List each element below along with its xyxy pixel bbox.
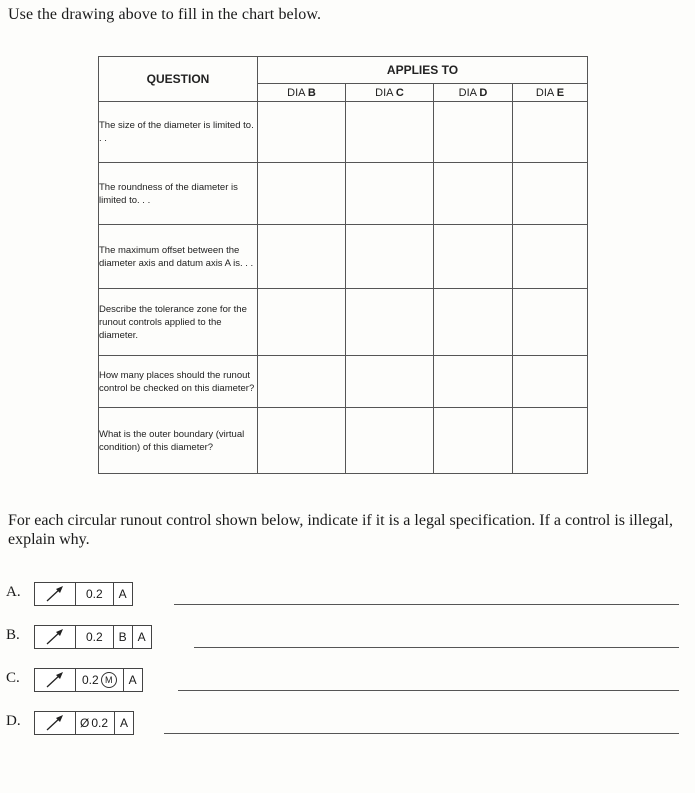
- answer-cell-dia-e[interactable]: [513, 356, 588, 408]
- control-item-b: [6, 625, 686, 649]
- question-header: QUESTION: [99, 57, 258, 102]
- answer-cell-dia-b[interactable]: [258, 408, 346, 474]
- datum-reference: B: [113, 626, 132, 648]
- answer-line[interactable]: [178, 690, 679, 691]
- table-row: [99, 356, 588, 408]
- item-letter: C.: [6, 670, 20, 686]
- answer-cell-dia-d[interactable]: [434, 289, 513, 356]
- answer-cell-dia-d[interactable]: [434, 225, 513, 289]
- intro-text: Use the drawing above to fill in the chart below.: [8, 6, 322, 23]
- feature-control-frame: [34, 582, 133, 606]
- answer-chart: [98, 56, 588, 474]
- item-letter: B.: [6, 627, 20, 643]
- circular-runout-arrow-icon: [35, 583, 75, 605]
- feature-control-frame: [34, 668, 143, 692]
- answer-cell-dia-c[interactable]: [346, 163, 434, 225]
- column-header-dia-e: DIA E: [513, 84, 588, 102]
- answer-cell-dia-b[interactable]: [258, 356, 346, 408]
- instructions-text: For each circular runout control shown below, indicate if it is a legal specification. If a control is illegal, explain why.: [8, 512, 673, 548]
- mmc-modifier-icon: M: [101, 672, 117, 688]
- datum-reference: A: [113, 583, 132, 605]
- answer-cell-dia-c[interactable]: [346, 289, 434, 356]
- tolerance-value: 0.2: [75, 583, 113, 605]
- tolerance-value: 0.2: [75, 626, 113, 648]
- answer-cell-dia-c[interactable]: [346, 408, 434, 474]
- answer-cell-dia-e[interactable]: [513, 289, 588, 356]
- circular-runout-arrow-icon: [35, 712, 75, 734]
- answer-cell-dia-d[interactable]: [434, 356, 513, 408]
- answer-cell-dia-c[interactable]: [346, 102, 434, 163]
- answer-cell-dia-c[interactable]: [346, 356, 434, 408]
- question-cell: The size of the diameter is limited to. . .: [99, 102, 258, 163]
- answer-cell-dia-d[interactable]: [434, 102, 513, 163]
- question-cell: What is the outer boundary (virtual condition) of this diameter?: [99, 408, 258, 474]
- control-item-d: [6, 711, 686, 735]
- answer-cell-dia-e[interactable]: [513, 102, 588, 163]
- answer-cell-dia-b[interactable]: [258, 102, 346, 163]
- circular-runout-arrow-icon: [35, 669, 75, 691]
- applies-to-header: APPLIES TO: [258, 57, 588, 84]
- diameter-symbol-icon: Ø: [80, 716, 90, 730]
- feature-control-frame: [34, 625, 152, 649]
- answer-cell-dia-b[interactable]: [258, 163, 346, 225]
- table-row: [99, 408, 588, 474]
- table-row: [99, 163, 588, 225]
- datum-reference: A: [132, 626, 151, 648]
- table-row: [99, 225, 588, 289]
- answer-cell-dia-b[interactable]: [258, 289, 346, 356]
- question-cell: Describe the tolerance zone for the runout controls applied to the diameter.: [99, 289, 258, 356]
- circular-runout-arrow-icon: [35, 626, 75, 648]
- feature-control-frame: [34, 711, 134, 735]
- item-letter: D.: [6, 713, 21, 729]
- table-row: [99, 289, 588, 356]
- column-header-dia-c: DIA C: [346, 84, 434, 102]
- datum-reference: A: [123, 669, 142, 691]
- question-cell: The roundness of the diameter is limited to. . .: [99, 163, 258, 225]
- datum-reference: A: [114, 712, 133, 734]
- answer-line[interactable]: [164, 733, 679, 734]
- answer-cell-dia-c[interactable]: [346, 225, 434, 289]
- answer-cell-dia-e[interactable]: [513, 225, 588, 289]
- answer-cell-dia-d[interactable]: [434, 408, 513, 474]
- answer-cell-dia-e[interactable]: [513, 163, 588, 225]
- answer-cell-dia-b[interactable]: [258, 225, 346, 289]
- answer-cell-dia-e[interactable]: [513, 408, 588, 474]
- answer-line[interactable]: [194, 647, 679, 648]
- control-item-c: [6, 668, 686, 692]
- tolerance-value: 0.2 M: [75, 669, 123, 691]
- answer-cell-dia-d[interactable]: [434, 163, 513, 225]
- answer-line[interactable]: [174, 604, 679, 605]
- table-row: [99, 102, 588, 163]
- item-letter: A.: [6, 584, 21, 600]
- question-cell: How many places should the runout control be checked on this diameter?: [99, 356, 258, 408]
- tolerance-value: Ø 0.2: [75, 712, 114, 734]
- column-header-dia-d: DIA D: [434, 84, 513, 102]
- question-cell: The maximum offset between the diameter axis and datum axis A is. . .: [99, 225, 258, 289]
- column-header-dia-b: DIA B: [258, 84, 346, 102]
- control-item-a: [6, 582, 686, 606]
